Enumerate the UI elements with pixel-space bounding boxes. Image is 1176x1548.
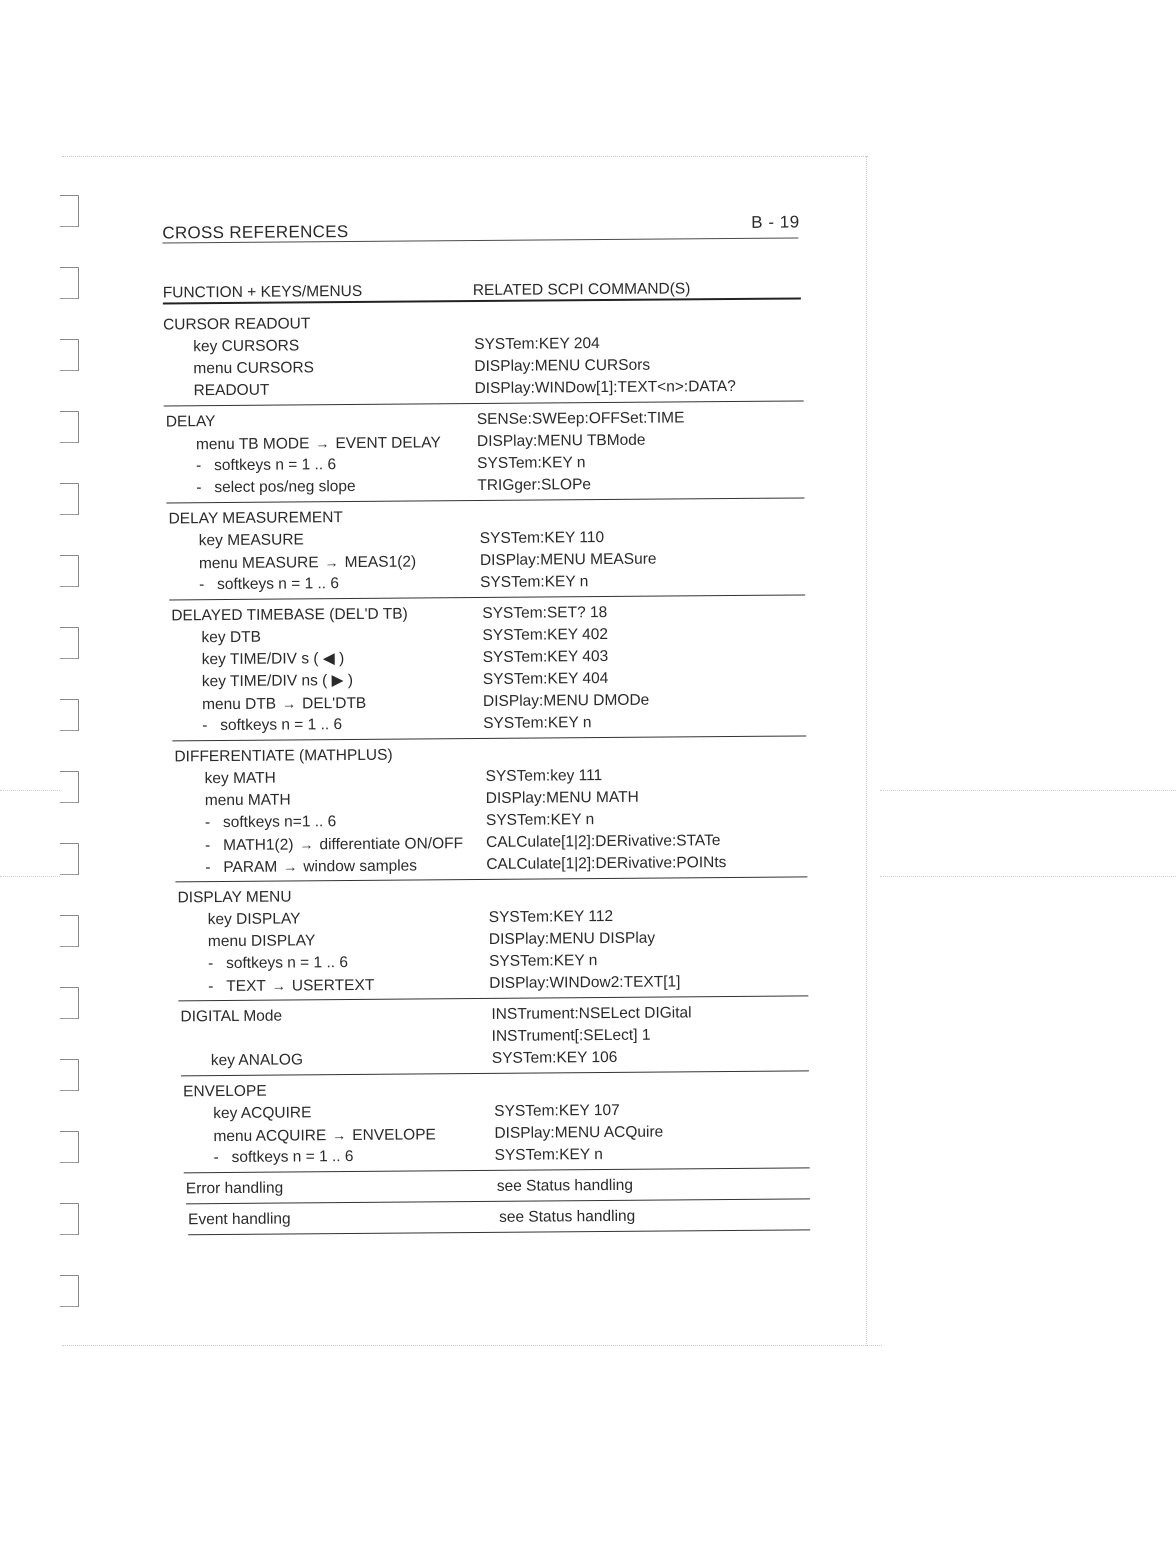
table-entry xyxy=(177,882,808,1001)
function-cell xyxy=(168,507,342,530)
bullet-dash: - xyxy=(207,955,214,973)
function-text: key TIME/DIV ns ( ▶ ) xyxy=(201,671,354,691)
scpi-command-cell: SENSe:SWEep:OFFSet:TIME xyxy=(476,409,685,429)
table-row xyxy=(186,1173,810,1200)
scpi-command-cell: SYSTem:KEY 402 xyxy=(482,625,609,644)
scpi-command-cell: DISPlay:MENU ACQuire xyxy=(494,1123,664,1142)
function-target-text: DEL'DTB xyxy=(302,694,367,713)
scpi-command-cell: INSTrument:NSELect DIGital xyxy=(491,1004,692,1023)
scpi-command-cell: SYSTem:SET? 18 xyxy=(482,603,608,622)
scpi-command-cell: see Status handling xyxy=(496,1176,634,1195)
table-row xyxy=(169,569,805,596)
table-entry xyxy=(188,1204,810,1235)
scpi-command-cell: SYSTem:KEY 110 xyxy=(479,529,605,547)
table-entry xyxy=(183,1076,810,1173)
function-target-text: differentiate ON/OFF xyxy=(319,835,464,854)
function-cell xyxy=(201,627,261,649)
arrow-right-icon: → xyxy=(283,858,298,875)
function-cell xyxy=(205,789,291,812)
function-cell xyxy=(208,930,316,953)
scpi-command-cell: DISPlay:MENU CURSors xyxy=(474,356,651,376)
bullet-dash: - xyxy=(205,837,211,855)
function-cell xyxy=(163,313,310,336)
function-text: key ACQUIRE xyxy=(213,1104,312,1123)
scpi-command-cell: SYSTem:KEY 403 xyxy=(482,647,609,666)
arrow-right-icon: → xyxy=(282,695,297,712)
function-cell xyxy=(213,1102,311,1125)
table-entry xyxy=(168,503,805,600)
column-header-function: FUNCTION + KEYS/MENUS xyxy=(162,282,363,302)
table-row xyxy=(163,375,803,402)
function-text: Event handling xyxy=(188,1210,291,1229)
function-text: menu TB MODE xyxy=(195,435,310,454)
function-text: DIFFERENTIATE (MATHPLUS) xyxy=(174,746,393,766)
scpi-command-cell: SYSTem:KEY n xyxy=(485,811,595,829)
function-cell xyxy=(208,908,301,931)
scpi-command-cell: DISPlay:MENU DISPlay xyxy=(488,929,656,948)
table-row xyxy=(184,1142,810,1169)
bullet-dash: - xyxy=(213,1149,219,1167)
function-cell xyxy=(186,1178,284,1201)
scpi-command-cell: DISPlay:MENU MATH xyxy=(485,788,639,807)
column-header-commands: RELATED SCPI COMMAND(S) xyxy=(472,280,691,300)
function-text: menu DTB xyxy=(201,695,277,714)
function-text: MATH1(2) xyxy=(223,836,294,855)
function-text: DELAY xyxy=(165,413,216,431)
function-cell xyxy=(202,692,366,716)
scpi-command-cell: DISPlay:WINDow2:TEXT[1] xyxy=(489,973,681,992)
function-text: key DISPLAY xyxy=(207,910,301,929)
function-text: select pos/neg slope xyxy=(214,477,356,497)
table-row xyxy=(172,710,806,737)
scpi-command-cell: DISPlay:MENU DMODe xyxy=(482,691,650,710)
function-text: Error handling xyxy=(185,1179,284,1198)
function-cell xyxy=(196,454,336,477)
function-text: softkeys n = 1 .. 6 xyxy=(214,456,337,475)
function-cell xyxy=(180,1006,282,1029)
function-cell xyxy=(166,411,216,433)
function-cell xyxy=(199,529,304,552)
scpi-command-cell: SYSTem:KEY n xyxy=(477,454,586,473)
function-text: menu MEASURE xyxy=(198,554,319,573)
scpi-command-cell: see Status handling xyxy=(498,1207,636,1226)
function-text: softkeys n = 1 .. 6 xyxy=(217,575,340,594)
function-target-text: window samples xyxy=(303,857,418,876)
table-entry xyxy=(180,1001,809,1076)
table-row xyxy=(166,472,804,499)
bullet-dash: - xyxy=(204,814,211,832)
function-text: DELAYED TIMEBASE (DEL'D TB) xyxy=(171,605,408,625)
function-text: key DTB xyxy=(201,628,262,647)
scpi-command-cell: INSTrument[:SELect] 1 xyxy=(491,1026,651,1045)
function-text: softkeys n = 1 .. 6 xyxy=(231,1148,354,1166)
function-cell xyxy=(205,832,463,857)
table-row xyxy=(178,970,808,997)
function-text: menu ACQUIRE xyxy=(213,1127,327,1146)
table-row xyxy=(181,1045,809,1072)
table-row xyxy=(188,1204,810,1231)
function-text: key ANALOG xyxy=(210,1051,304,1070)
function-cell xyxy=(202,670,353,693)
scpi-command-cell: SYSTem:KEY 107 xyxy=(494,1101,620,1120)
function-text: DELAY MEASUREMENT xyxy=(168,509,343,528)
function-cell xyxy=(199,550,416,575)
function-text: DISPLAY MENU xyxy=(177,888,292,907)
function-text: PARAM xyxy=(223,858,278,877)
bullet-dash: - xyxy=(196,479,202,497)
bullet-dash: - xyxy=(202,717,208,735)
table-entry xyxy=(166,406,805,503)
function-target-text: MEAS1(2) xyxy=(344,553,417,572)
function-cell xyxy=(193,380,269,403)
arrow-right-icon: → xyxy=(299,836,314,853)
table-entry xyxy=(163,309,804,406)
function-text: CURSOR READOUT xyxy=(162,315,311,334)
function-target-text: USERTEXT xyxy=(291,976,375,995)
arrow-right-icon: → xyxy=(271,977,286,994)
scpi-command-cell: DISPlay:MENU MEASure xyxy=(479,550,657,569)
function-cell xyxy=(196,431,441,456)
function-target-text: EVENT DELAY xyxy=(335,434,441,453)
function-text: key TIME/DIV s ( ◀ ) xyxy=(201,650,345,669)
scpi-command-cell: SYSTem:KEY n xyxy=(480,573,589,591)
function-text: menu DISPLAY xyxy=(207,932,316,951)
function-cell xyxy=(196,476,355,499)
function-text: key CURSORS xyxy=(193,337,300,356)
scpi-command-cell: SYSTem:KEY 404 xyxy=(482,669,609,688)
page-number: B - 19 xyxy=(751,212,800,232)
function-target-text: ENVELOPE xyxy=(352,1126,436,1145)
function-cell xyxy=(199,573,339,596)
function-text: TEXT xyxy=(226,977,266,996)
scpi-command-cell: DISPlay:MENU TBMode xyxy=(476,431,646,451)
function-text: softkeys n = 1 .. 6 xyxy=(220,716,343,735)
scpi-command-cell: SYSTem:KEY 112 xyxy=(488,907,614,926)
table-entry xyxy=(186,1173,810,1204)
function-text: softkeys n=1 .. 6 xyxy=(222,813,337,832)
function-text: softkeys n = 1 .. 6 xyxy=(225,954,349,973)
function-cell xyxy=(205,768,276,791)
table-entry xyxy=(171,600,806,741)
function-cell xyxy=(202,714,342,737)
function-cell xyxy=(193,357,314,380)
function-cell xyxy=(183,1081,267,1104)
scpi-command-cell: SYSTem:KEY n xyxy=(483,714,592,732)
function-cell xyxy=(214,1146,354,1169)
function-cell xyxy=(205,811,336,834)
arrow-right-icon: → xyxy=(324,554,339,571)
function-cell xyxy=(205,855,417,880)
bullet-dash: - xyxy=(196,457,202,475)
function-cell xyxy=(171,604,408,628)
arrow-right-icon: → xyxy=(315,435,330,452)
arrow-right-icon: → xyxy=(332,1127,347,1144)
function-text: ENVELOPE xyxy=(183,1082,267,1101)
function-cell xyxy=(211,1049,303,1072)
scpi-command-cell: SYSTem:KEY 106 xyxy=(491,1048,618,1067)
function-cell xyxy=(174,745,392,769)
page-title: CROSS REFERENCES xyxy=(162,222,349,243)
scpi-command-cell: CALCulate[1|2]:DERivative:STATe xyxy=(486,832,721,851)
scpi-command-cell: SYSTem:KEY n xyxy=(494,1146,603,1164)
scpi-command-cell: TRIGger:SLOPe xyxy=(477,476,592,495)
function-cell xyxy=(177,886,291,909)
function-cell xyxy=(208,952,348,975)
table-entry xyxy=(174,741,807,882)
function-cell xyxy=(208,974,374,998)
scpi-command-cell: SYSTem:KEY 204 xyxy=(474,335,600,354)
function-text: DIGITAL Mode xyxy=(180,1007,283,1026)
cross-reference-table xyxy=(163,309,810,1240)
scpi-command-cell: CALCulate[1|2]:DERivative:POINts xyxy=(486,854,727,873)
function-text: menu CURSORS xyxy=(193,359,315,378)
scpi-command-cell: SYSTem:KEY n xyxy=(488,952,598,970)
function-text: key MEASURE xyxy=(198,531,304,550)
table-row xyxy=(175,851,807,878)
function-text: menu MATH xyxy=(204,791,291,810)
bullet-dash: - xyxy=(199,576,205,594)
bullet-dash: - xyxy=(205,859,211,877)
function-text: key MATH xyxy=(204,769,276,788)
function-cell xyxy=(188,1209,291,1232)
function-cell xyxy=(202,648,345,671)
function-cell xyxy=(193,335,299,358)
function-cell xyxy=(213,1123,436,1148)
function-text: READOUT xyxy=(193,381,270,400)
scpi-command-cell: SYSTem:key 111 xyxy=(485,767,603,785)
scpi-command-cell: DISPlay:WINDow[1]:TEXT<n>:DATA? xyxy=(474,377,736,398)
bullet-dash: - xyxy=(208,978,214,996)
